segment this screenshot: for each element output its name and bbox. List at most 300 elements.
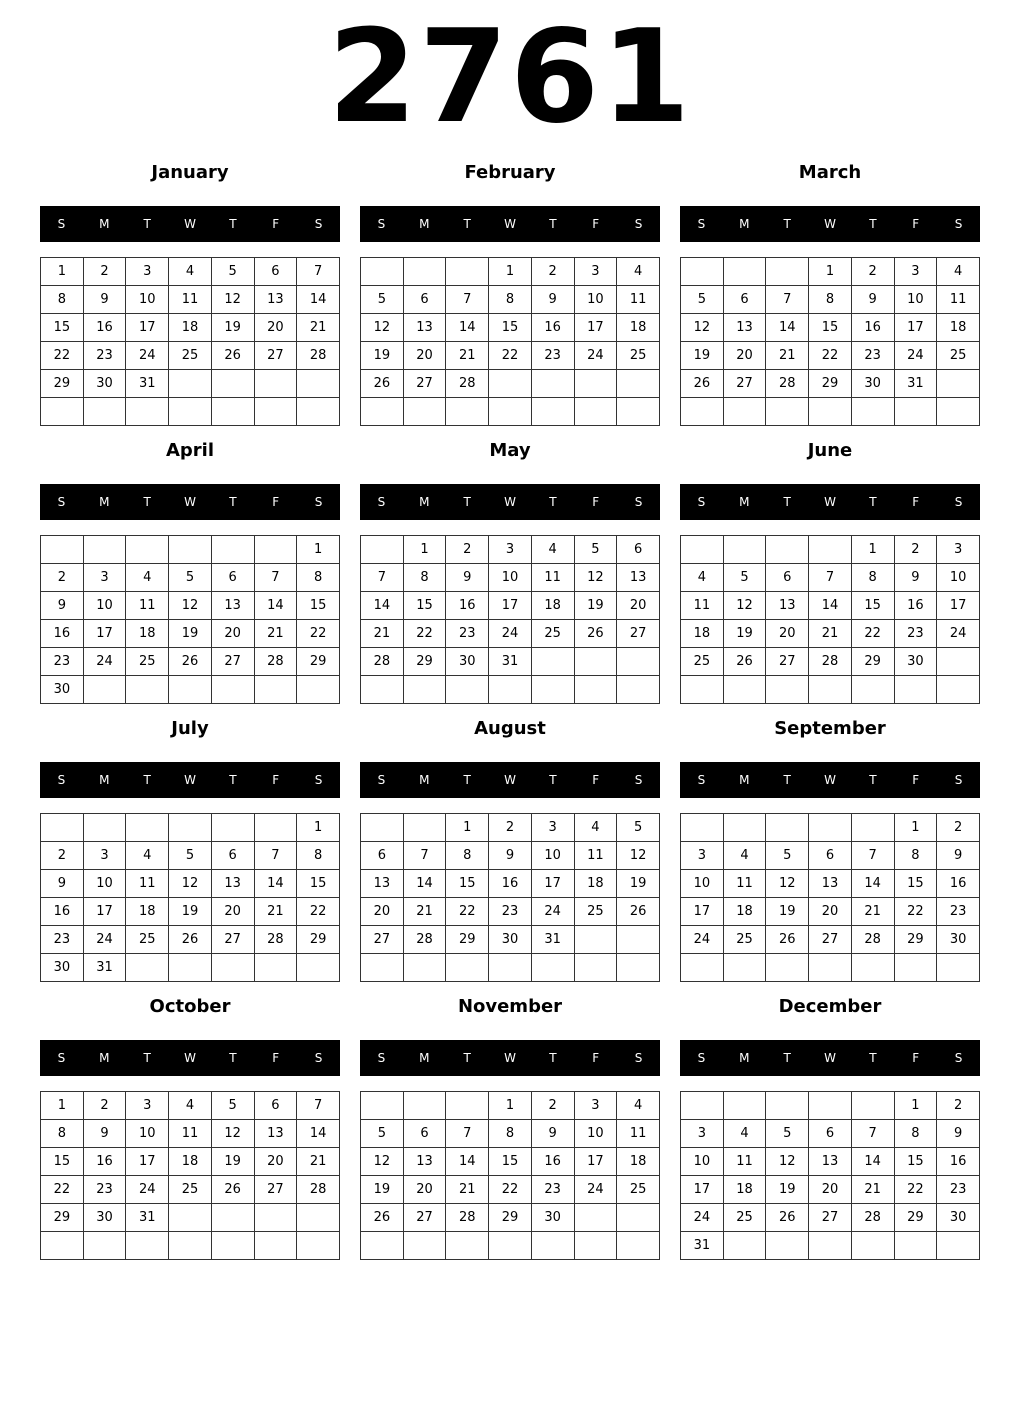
day-cell: 26 (169, 926, 212, 954)
weekday-header (680, 1040, 980, 1076)
week-row (41, 620, 340, 648)
day-cell: 19 (211, 1148, 254, 1176)
day-cell: 26 (681, 370, 724, 398)
day-cell: 29 (809, 370, 852, 398)
day-cell: 16 (489, 870, 532, 898)
day-cell: 25 (169, 342, 212, 370)
day-cell: 2 (851, 258, 894, 286)
day-cell: 27 (403, 370, 446, 398)
day-cell (531, 954, 574, 982)
weekday-label: W (184, 217, 196, 231)
day-cell: 29 (489, 1204, 532, 1232)
day-cell: 28 (361, 648, 404, 676)
weekday-label: F (272, 217, 280, 231)
day-cell (809, 676, 852, 704)
weekday-label: W (824, 1051, 836, 1065)
day-cell: 15 (297, 592, 340, 620)
day-cell: 10 (937, 564, 980, 592)
day-cell: 14 (297, 1120, 340, 1148)
day-cell: 21 (766, 342, 809, 370)
week-row (681, 398, 980, 426)
day-cell: 9 (937, 842, 980, 870)
day-cell: 22 (403, 620, 446, 648)
day-cell (169, 1204, 212, 1232)
day-grid (680, 1091, 980, 1260)
day-cell (766, 814, 809, 842)
day-cell: 9 (446, 564, 489, 592)
day-cell: 21 (297, 1148, 340, 1176)
day-cell (617, 954, 660, 982)
day-cell: 13 (254, 1120, 297, 1148)
weekday-label: M (739, 1051, 750, 1065)
day-cell: 6 (211, 564, 254, 592)
day-cell (211, 1232, 254, 1260)
day-cell: 31 (681, 1232, 724, 1260)
day-cell (254, 398, 297, 426)
day-cell: 14 (361, 592, 404, 620)
day-cell (851, 1092, 894, 1120)
week-row (41, 370, 340, 398)
day-cell: 7 (766, 286, 809, 314)
weekday-header (360, 762, 660, 798)
weekday-label: S (697, 1051, 706, 1065)
day-cell: 2 (531, 1092, 574, 1120)
weekday-label: T (549, 495, 557, 509)
day-cell: 3 (574, 258, 617, 286)
weekday-label: W (504, 1051, 516, 1065)
weekday-label: F (912, 217, 920, 231)
month-title: June (807, 440, 853, 461)
week-row (361, 898, 660, 926)
day-cell: 30 (41, 954, 84, 982)
day-cell (126, 954, 169, 982)
day-cell: 29 (403, 648, 446, 676)
day-cell: 28 (809, 648, 852, 676)
day-cell: 8 (297, 842, 340, 870)
weekday-label: F (272, 495, 280, 509)
day-cell (361, 676, 404, 704)
week-row (41, 398, 340, 426)
day-cell: 13 (403, 314, 446, 342)
day-cell: 3 (681, 842, 724, 870)
day-cell: 4 (617, 258, 660, 286)
day-cell: 6 (211, 842, 254, 870)
day-cell: 27 (211, 648, 254, 676)
week-row (681, 314, 980, 342)
day-cell: 11 (723, 1148, 766, 1176)
day-cell: 7 (851, 842, 894, 870)
week-row (41, 1148, 340, 1176)
day-cell: 13 (809, 870, 852, 898)
weekday-label: S (954, 217, 963, 231)
day-cell: 4 (531, 536, 574, 564)
day-cell: 7 (254, 842, 297, 870)
day-cell: 12 (617, 842, 660, 870)
weekday-label: S (634, 217, 643, 231)
weekday-label: T (869, 217, 877, 231)
day-cell (574, 954, 617, 982)
weekday-label: M (419, 217, 430, 231)
day-cell (766, 954, 809, 982)
day-cell: 24 (489, 620, 532, 648)
day-cell: 30 (937, 926, 980, 954)
day-cell: 16 (41, 620, 84, 648)
day-cell (617, 1204, 660, 1232)
day-cell: 17 (489, 592, 532, 620)
day-cell (937, 676, 980, 704)
weekday-label: F (592, 495, 600, 509)
day-cell (403, 258, 446, 286)
day-cell: 14 (297, 286, 340, 314)
day-cell: 28 (851, 1204, 894, 1232)
day-cell: 11 (531, 564, 574, 592)
day-cell: 5 (361, 286, 404, 314)
week-row (361, 870, 660, 898)
day-cell: 30 (531, 1204, 574, 1232)
day-cell (723, 954, 766, 982)
day-cell: 23 (851, 342, 894, 370)
day-cell: 2 (41, 564, 84, 592)
day-cell (297, 1232, 340, 1260)
day-cell (126, 676, 169, 704)
day-cell (211, 536, 254, 564)
day-cell: 19 (211, 314, 254, 342)
day-cell: 19 (617, 870, 660, 898)
day-cell: 27 (254, 342, 297, 370)
day-cell: 18 (937, 314, 980, 342)
day-cell: 26 (766, 926, 809, 954)
weekday-label: T (783, 1051, 791, 1065)
day-cell (126, 814, 169, 842)
day-cell: 30 (489, 926, 532, 954)
day-cell: 22 (809, 342, 852, 370)
day-cell: 13 (254, 286, 297, 314)
day-cell: 2 (531, 258, 574, 286)
weekday-label: M (739, 773, 750, 787)
week-row (41, 314, 340, 342)
day-cell: 23 (41, 926, 84, 954)
day-cell (723, 814, 766, 842)
day-cell: 16 (851, 314, 894, 342)
day-cell (766, 1092, 809, 1120)
day-cell: 22 (894, 898, 937, 926)
day-cell: 27 (617, 620, 660, 648)
day-cell (723, 676, 766, 704)
day-cell (574, 676, 617, 704)
day-cell (531, 648, 574, 676)
day-cell: 10 (531, 842, 574, 870)
day-cell (169, 398, 212, 426)
day-cell (169, 1232, 212, 1260)
week-row (41, 286, 340, 314)
day-cell: 3 (894, 258, 937, 286)
day-cell: 10 (83, 870, 126, 898)
day-cell (126, 536, 169, 564)
day-cell: 24 (574, 342, 617, 370)
weekday-label: W (504, 495, 516, 509)
day-cell: 30 (41, 676, 84, 704)
day-cell: 22 (446, 898, 489, 926)
day-cell: 10 (83, 592, 126, 620)
day-cell (361, 954, 404, 982)
week-row (681, 1204, 980, 1232)
day-cell (489, 370, 532, 398)
weekday-label: S (314, 773, 323, 787)
day-cell (83, 814, 126, 842)
weekday-label: T (869, 773, 877, 787)
day-cell (937, 370, 980, 398)
day-cell: 21 (254, 898, 297, 926)
day-cell: 31 (489, 648, 532, 676)
day-cell: 27 (723, 370, 766, 398)
day-cell (489, 676, 532, 704)
day-cell: 3 (83, 842, 126, 870)
day-cell: 6 (254, 258, 297, 286)
day-cell: 17 (937, 592, 980, 620)
weekday-label: S (697, 773, 706, 787)
day-cell (617, 676, 660, 704)
week-row (681, 926, 980, 954)
day-cell: 3 (574, 1092, 617, 1120)
day-cell: 16 (446, 592, 489, 620)
weekday-label: W (184, 773, 196, 787)
day-cell (574, 1204, 617, 1232)
day-cell: 26 (766, 1204, 809, 1232)
day-cell (211, 370, 254, 398)
week-row (41, 1232, 340, 1260)
day-cell: 11 (723, 870, 766, 898)
day-cell: 15 (446, 870, 489, 898)
week-row (361, 842, 660, 870)
day-cell: 15 (809, 314, 852, 342)
week-row (361, 536, 660, 564)
day-cell: 30 (851, 370, 894, 398)
day-cell (83, 398, 126, 426)
day-cell: 12 (766, 1148, 809, 1176)
day-cell: 23 (531, 1176, 574, 1204)
day-cell (531, 676, 574, 704)
week-row (681, 954, 980, 982)
day-cell: 18 (169, 1148, 212, 1176)
weekday-header (680, 762, 980, 798)
day-cell (937, 1232, 980, 1260)
day-cell: 7 (361, 564, 404, 592)
day-cell (574, 648, 617, 676)
weekday-label: M (419, 495, 430, 509)
weekday-label: S (697, 217, 706, 231)
month-title: September (774, 718, 886, 739)
weekday-label: S (377, 495, 386, 509)
day-cell: 8 (446, 842, 489, 870)
day-cell: 28 (254, 648, 297, 676)
day-cell: 15 (41, 314, 84, 342)
weekday-label: W (504, 773, 516, 787)
day-cell (489, 398, 532, 426)
weekday-label: S (377, 217, 386, 231)
day-cell (254, 536, 297, 564)
day-cell: 5 (169, 564, 212, 592)
day-cell: 25 (617, 342, 660, 370)
weekday-label: T (869, 495, 877, 509)
day-cell: 29 (894, 1204, 937, 1232)
day-cell: 21 (297, 314, 340, 342)
day-cell: 4 (681, 564, 724, 592)
day-cell: 1 (851, 536, 894, 564)
weekday-label: M (99, 1051, 110, 1065)
weekday-label: S (954, 1051, 963, 1065)
day-cell (211, 676, 254, 704)
day-cell (894, 676, 937, 704)
day-cell: 12 (361, 1148, 404, 1176)
day-cell: 15 (894, 1148, 937, 1176)
day-cell: 8 (403, 564, 446, 592)
day-cell: 9 (531, 286, 574, 314)
day-cell: 13 (211, 592, 254, 620)
day-cell: 28 (297, 342, 340, 370)
day-cell: 25 (723, 1204, 766, 1232)
day-cell: 25 (169, 1176, 212, 1204)
day-cell: 4 (723, 842, 766, 870)
weekday-label: S (314, 217, 323, 231)
week-row (41, 592, 340, 620)
day-cell: 30 (446, 648, 489, 676)
week-row (41, 954, 340, 982)
day-cell (617, 1232, 660, 1260)
day-cell: 5 (766, 842, 809, 870)
week-row (41, 870, 340, 898)
day-cell: 17 (681, 898, 724, 926)
weekday-header (40, 1040, 340, 1076)
day-cell: 6 (403, 1120, 446, 1148)
day-cell: 23 (41, 648, 84, 676)
week-row (681, 1148, 980, 1176)
day-cell: 11 (126, 870, 169, 898)
weekday-label: T (783, 773, 791, 787)
day-grid (40, 257, 340, 426)
weekday-label: T (143, 773, 151, 787)
week-row (361, 814, 660, 842)
week-row (681, 1092, 980, 1120)
day-cell: 7 (254, 564, 297, 592)
weekday-label: T (143, 495, 151, 509)
day-cell: 24 (894, 342, 937, 370)
day-cell: 10 (894, 286, 937, 314)
weekday-label: S (634, 495, 643, 509)
day-cell: 26 (211, 342, 254, 370)
day-cell: 29 (851, 648, 894, 676)
week-row (681, 342, 980, 370)
day-cell (41, 536, 84, 564)
day-cell: 3 (531, 814, 574, 842)
day-cell (574, 370, 617, 398)
week-row (361, 342, 660, 370)
week-row (361, 954, 660, 982)
day-cell (297, 954, 340, 982)
day-cell (681, 398, 724, 426)
day-cell: 2 (937, 1092, 980, 1120)
day-cell: 24 (681, 926, 724, 954)
week-row (41, 564, 340, 592)
day-cell: 17 (894, 314, 937, 342)
day-cell: 16 (894, 592, 937, 620)
day-cell: 8 (41, 286, 84, 314)
weekday-label: W (824, 217, 836, 231)
day-cell (403, 398, 446, 426)
day-cell: 20 (809, 1176, 852, 1204)
day-cell (766, 676, 809, 704)
day-cell: 29 (297, 648, 340, 676)
day-cell: 26 (723, 648, 766, 676)
day-cell: 26 (211, 1176, 254, 1204)
day-cell: 5 (211, 258, 254, 286)
weekday-label: S (377, 773, 386, 787)
day-cell: 10 (681, 870, 724, 898)
day-cell (169, 536, 212, 564)
day-cell: 8 (809, 286, 852, 314)
day-cell: 19 (723, 620, 766, 648)
day-cell: 23 (937, 898, 980, 926)
day-cell: 28 (766, 370, 809, 398)
day-cell (851, 1232, 894, 1260)
day-cell: 7 (297, 1092, 340, 1120)
day-cell: 7 (851, 1120, 894, 1148)
day-cell: 9 (489, 842, 532, 870)
day-cell (851, 954, 894, 982)
day-cell (681, 1092, 724, 1120)
day-cell: 11 (126, 592, 169, 620)
day-cell (851, 676, 894, 704)
day-cell: 27 (403, 1204, 446, 1232)
day-cell: 4 (574, 814, 617, 842)
day-cell: 17 (126, 1148, 169, 1176)
week-row (681, 564, 980, 592)
day-cell: 21 (851, 898, 894, 926)
day-grid (360, 257, 660, 426)
day-cell: 12 (361, 314, 404, 342)
day-cell (211, 954, 254, 982)
day-cell: 9 (41, 592, 84, 620)
day-cell: 17 (83, 898, 126, 926)
day-cell (937, 398, 980, 426)
weekday-label: S (634, 1051, 643, 1065)
day-cell (297, 1204, 340, 1232)
day-cell: 22 (297, 620, 340, 648)
day-cell (809, 1092, 852, 1120)
weekday-label: S (697, 495, 706, 509)
weekday-label: W (504, 217, 516, 231)
week-row (361, 1176, 660, 1204)
day-cell: 10 (489, 564, 532, 592)
day-grid (680, 257, 980, 426)
day-cell: 20 (403, 342, 446, 370)
day-cell: 19 (361, 342, 404, 370)
day-cell: 1 (297, 814, 340, 842)
day-cell: 5 (723, 564, 766, 592)
week-row (681, 592, 980, 620)
weekday-label: T (549, 773, 557, 787)
week-row (41, 648, 340, 676)
day-cell: 15 (297, 870, 340, 898)
week-row (361, 1092, 660, 1120)
weekday-label: F (912, 1051, 920, 1065)
day-cell: 25 (531, 620, 574, 648)
day-cell: 4 (169, 258, 212, 286)
week-row (681, 1120, 980, 1148)
day-cell: 11 (617, 286, 660, 314)
weekday-header (40, 762, 340, 798)
week-row (41, 1092, 340, 1120)
day-cell: 27 (361, 926, 404, 954)
